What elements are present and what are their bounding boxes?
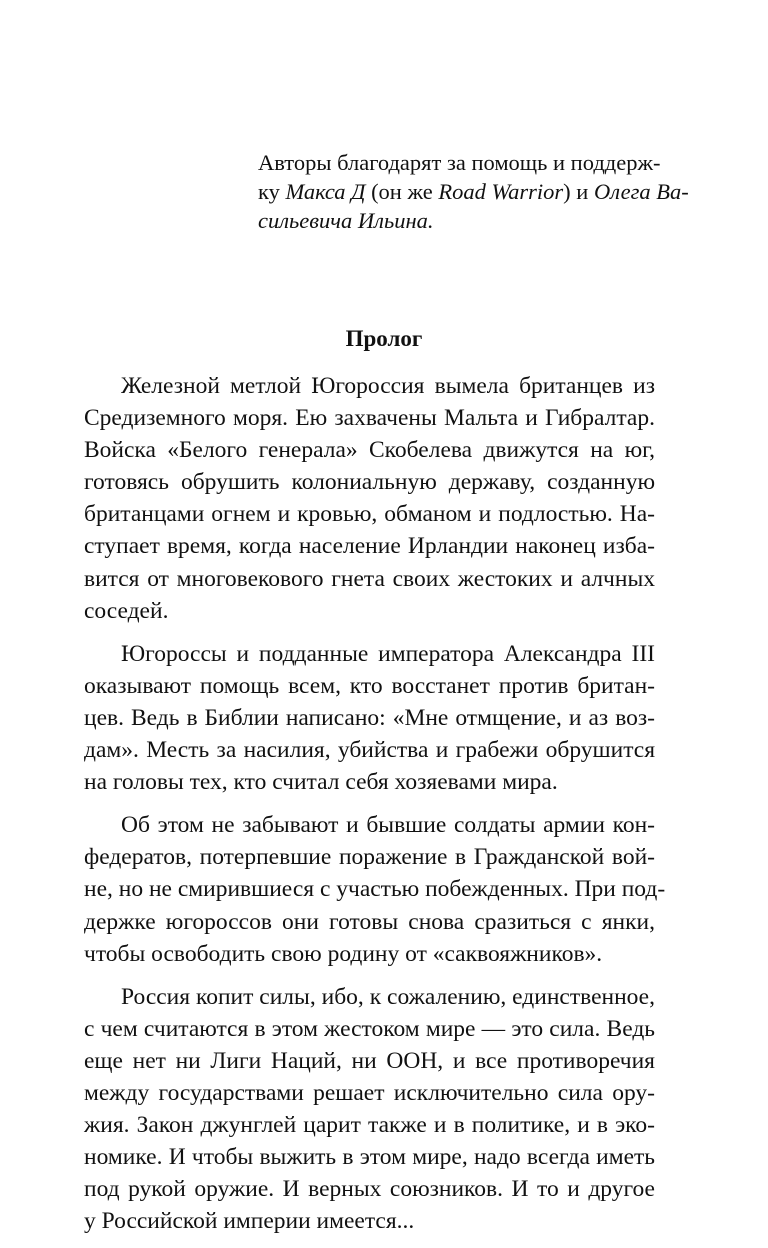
acknowledged-alias: Road Warrior (438, 179, 564, 204)
paragraph (84, 981, 655, 1238)
text-line: жия. Закон джунглей царит также и в политике, и в эко- (84, 1112, 655, 1139)
text-line: держке югороссов они готовы снова сразиться с янки, (84, 908, 655, 935)
text-line: под рукой оружие. И верных союзников. И то и другое (84, 1176, 655, 1203)
text-line: Средиземного моря. Ею захвачены Мальта и Гибралтар. (84, 405, 655, 432)
text-line: с чем считаются в этом жестоком мире — это сила. Ведь (84, 1015, 655, 1042)
acknowledgement-text: ку (258, 179, 286, 204)
text-line: ступает время, когда население Ирландии наконец изба- (84, 533, 655, 560)
text-line: между государствами решает исключительно сила ору- (84, 1079, 655, 1106)
acknowledged-person: сильевича Ильина. (258, 208, 434, 233)
text-line: Железной метлой Югороссия вымела британцев из (121, 373, 655, 399)
text-line: Войска «Белого генерала» Скобелева движутся на юг, (84, 437, 655, 464)
paragraph (84, 638, 655, 798)
text-line: еще нет ни Лиги Наций, ни ООН, и все противоречия (84, 1047, 655, 1074)
chapter-body (84, 370, 666, 1248)
acknowledgement-line (258, 177, 689, 206)
acknowledged-person: Макса Д (285, 179, 366, 204)
text-line: у Российской империи имеется... (84, 1208, 415, 1235)
chapter-title: Пролог (345, 326, 423, 351)
text-line: на головы тех, кто считал себя хозяевами мира. (84, 769, 558, 796)
text-line: готовясь обрушить колониальную державу, созданную (84, 469, 655, 496)
text-line: номике. И чтобы выжить в этом мире, надо всегда иметь (84, 1144, 655, 1171)
text-line: британцами огнем и кровью, обманом и подлостью. На- (84, 501, 655, 528)
acknowledgement-line: Авторы благодарят за помощь и поддерж- (258, 150, 661, 175)
text-line: федератов, потерпевшие поражение в Гражданской вой- (84, 844, 655, 871)
text-line: соседей. (84, 597, 169, 624)
text-line: чтобы освободить свою родину от «саквояжников». (84, 940, 603, 967)
acknowledgement-line (258, 206, 658, 235)
paragraph (84, 370, 655, 627)
text-line: цев. Ведь в Библии написано: «Мне отмщение, и аз воз- (84, 704, 655, 731)
text-line: оказывают помощь всем, кто восстанет против британ- (84, 672, 655, 699)
text-line: Россия копит силы, ибо, к сожалению, единственное, (121, 983, 655, 1010)
acknowledgement-text: ) и (563, 179, 594, 204)
acknowledged-person: Олега Ва- (593, 179, 689, 204)
paragraph (84, 809, 666, 969)
acknowledgement-block (258, 148, 689, 235)
text-line: не, но не смирившиеся с участью побежденных. При под- (84, 876, 666, 903)
text-line: вится от многовекового гнета своих жестоких и алчных (84, 565, 655, 592)
acknowledgement-text: (он же (365, 179, 439, 204)
text-line: дам». Месть за насилия, убийства и грабежи обрушится (84, 737, 655, 764)
text-line: Об этом не забывают и бывшие солдаты армии кон- (121, 812, 655, 839)
text-line: Югороссы и подданные императора Александра III (121, 640, 655, 667)
